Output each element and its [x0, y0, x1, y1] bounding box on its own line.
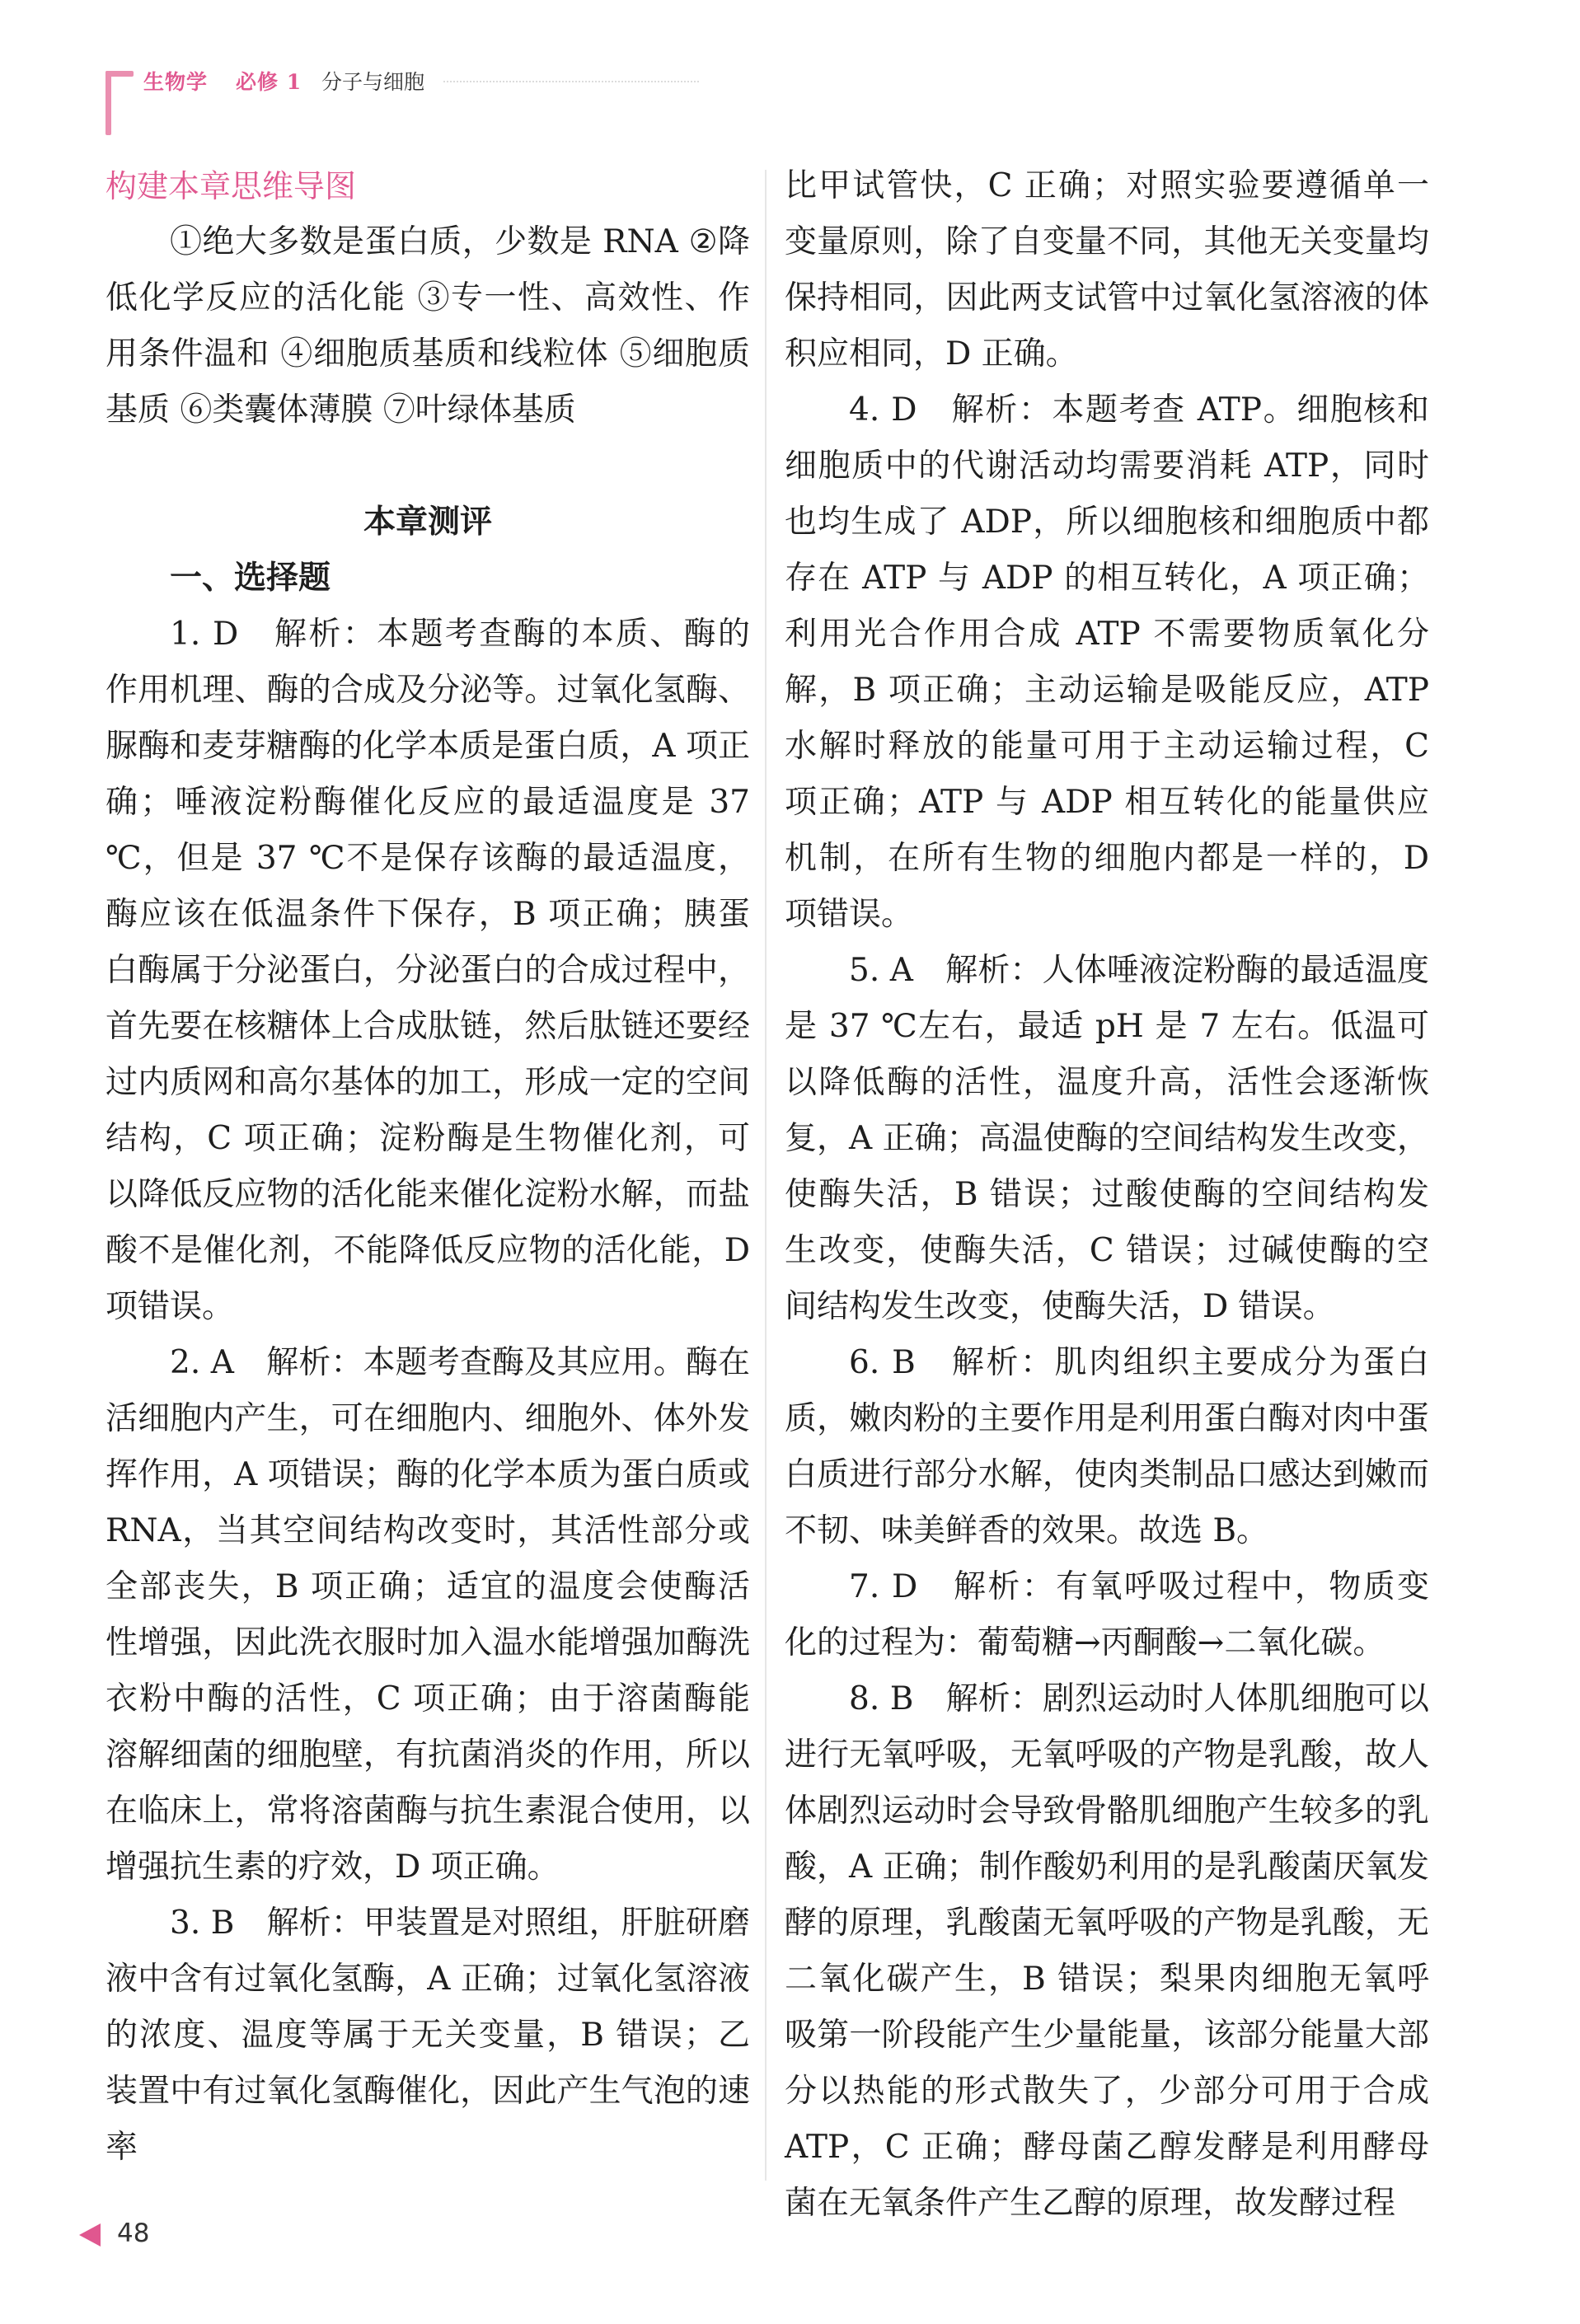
mindmap-text: ①绝大多数是蛋白质，少数是 RNA ②降低化学反应的活化能 ③专一性、高效性、作用条件温和 ④细胞质基质和线粒体 ⑤细胞质基质 ⑥类囊体薄膜 ⑦叶绿体基质	[105, 223, 750, 429]
answer-paragraph: 2. A 解析：本题考查酶及其应用。酶在活细胞内产生，可在细胞内、细胞外、体外发挥作用，A 项错误；酶的化学本质为蛋白质或 RNA，当其空间结构改变时，其活性部分或全部丧失，B 项正确；适宜的温度会使酶活性增强，因此洗衣服时加入温水能增强加酶洗衣粉中酶的活性，C 项正确；由于溶菌酶能溶解细菌的细胞壁，有抗菌消炎的作用，所以在临床上，常将溶菌酶与抗生素混合使用，以增强抗生素的疗效，D 项正确。	[105, 1344, 750, 1886]
right-column	[785, 158, 1429, 2232]
page-number-text: 48	[117, 2219, 150, 2248]
answer-paragraph: 5. A 解析：人体唾液淀粉酶的最适温度是 37 ℃左右，最适 pH 是 7 左右。低温可以降低酶的活性，温度升高，活性会逐渐恢复，A 正确；高温使酶的空间结构发生改变，使酶失活，B 错误；过酸使酶的空间结构发生改变，使酶失活，C 错误；过碱使酶的空间结构发生改变，使酶失活，D 错误。	[785, 952, 1429, 1325]
answer-paragraph: 8. B 解析：剧烈运动时人体肌细胞可以进行无氧呼吸，无氧呼吸的产物是乳酸，故人体剧烈运动时会导致骨骼肌细胞产生较多的乳酸，A 正确；制作酸奶利用的是乳酸菌厌氧发酵的原理，乳酸菌无氧呼吸的产物是乳酸，无二氧化碳产生，B 错误；梨果肉细胞无氧呼吸第一阶段能产生少量能量，该部分能量大部分以热能的形式散失了，少部分可用于合成 ATP，C 正确；酵母菌乙醇发酵是利用酵母菌在无氧条件产生乙醇的原理，故发酵过程	[785, 1680, 1429, 2222]
header-bracket-decoration	[105, 71, 111, 135]
header-dotted-rule	[443, 81, 699, 82]
chapter-test-title: 本章测评	[363, 504, 492, 541]
triangle-marker-icon	[79, 2223, 101, 2247]
answer-paragraph-continued: 比甲试管快，C 正确；对照实验要遵循单一变量原则，除了自变量不同，其他无关变量均保持相同，因此两支试管中过氧化氢溶液的体积应相同，D 正确。	[785, 167, 1429, 372]
answer-paragraph: 3. B 解析：甲装置是对照组，肝脏研磨液中含有过氧化氢酶，A 正确；过氧化氢溶液的浓度、温度等属于无关变量，B 错误；乙装置中有过氧化氢酶催化，因此产生气泡的速率	[105, 1905, 750, 2166]
header-subject: 生物学	[143, 70, 209, 94]
answer-paragraph: 6. B 解析：肌肉组织主要成分为蛋白质，嫩肉粉的主要作用是利用蛋白酶对肉中蛋白质进行部分水解，使肉类制品口感达到嫩而不韧、味美鲜香的效果。故选 B。	[785, 1344, 1429, 1549]
answer-paragraph: 4. D 解析：本题考查 ATP。细胞核和细胞质中的代谢活动均需要消耗 ATP，同时也均生成了 ADP，所以细胞核和细胞质中都存在 ATP 与 ADP 的相互转化，A 项正确；利用光合作用合成 ATP 不需要物质氧化分解，B 项正确；主动运输是吸能反应，ATP 水解时释放的能量可用于主动运输过程，C 项正确；ATP 与 ADP 相互转化的能量供应机制，在所有生物的细胞内都是一样的，D 项错误。	[785, 391, 1429, 933]
left-column	[105, 158, 750, 2176]
answer-paragraph: 7. D 解析：有氧呼吸过程中，物质变化的过程为：葡萄糖→丙酮酸→二氧化碳。	[785, 1568, 1429, 1661]
header-bracket-decoration-top	[105, 71, 134, 77]
section-title: 一、选择题	[170, 560, 331, 597]
header-book: 必修 1	[236, 70, 302, 94]
mindmap-title: 构建本章思维导图	[105, 168, 357, 204]
running-header	[105, 61, 600, 135]
header-part: 分子与细胞	[321, 70, 425, 94]
column-divider	[765, 170, 767, 2181]
answer-paragraph: 1. D 解析：本题考查酶的本质、酶的作用机理、酶的合成及分泌等。过氧化氢酶、脲酶和麦芽糖酶的化学本质是蛋白质，A 项正确；唾液淀粉酶催化反应的最适温度是 37 ℃，但是 37 ℃不是保存该酶的最适温度，酶应该在低温条件下保存，B 项正确；胰蛋白酶属于分泌蛋白，分泌蛋白的合成过程中，首先要在核糖体上合成肽链，然后肽链还要经过内质网和高尔基体的加工，形成一定的空间结构，C 项正确；淀粉酶是生物催化剂，可以降低反应物的活化能来催化淀粉水解，而盐酸不是催化剂，不能降低反应物的活化能，D 项错误。	[105, 616, 750, 1325]
